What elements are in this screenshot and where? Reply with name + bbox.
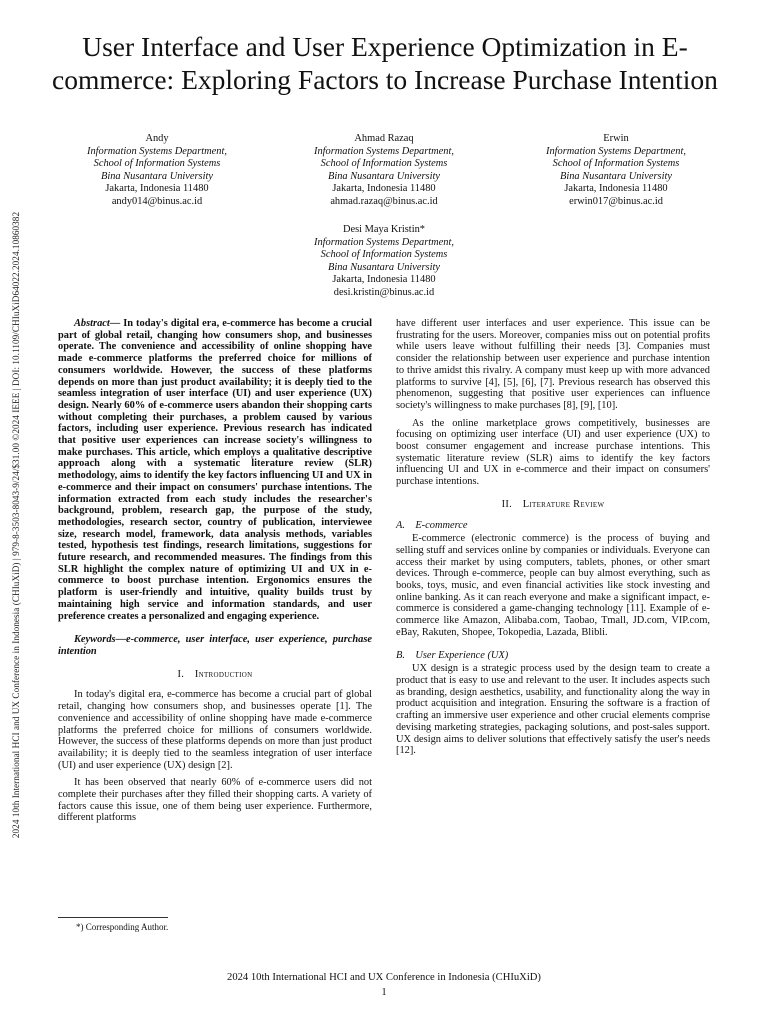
ecommerce-paragraph: E-commerce (electronic commerce) is the process of buying and selling stuff and services online by companies or individuals. Everyone can access their market by using computers, tablets, phones, or other smart devices. Through e-commerce, people can buy almost everything, such as books, toys, music, and even financial activities like stock investing and online banking. As it can reach everyone and make a significant impact, e-commerce is considered a game-changing technology [11]. Example of e-commerce like Amazon, Alibaba.com, Taobao, Tmall, JD.com, VIP.com, eBay, Rakuten, Shopee, Tokopedia, Lazada, Blibli.: [396, 533, 710, 638]
author-city: Jakarta, Indonesia 11480: [332, 274, 436, 286]
paper-title: User Interface and User Experience Optimization in E-commerce: Exploring Factors to Increase Purchase Intention: [52, 31, 718, 95]
author-university: Bina Nusantara University: [328, 261, 440, 273]
author-card: [269, 224, 499, 300]
subsection-heading-user-experience: B. User Experience (UX): [396, 649, 509, 661]
doi-text: 2024 10th International HCI and UX Conference in Indonesia (CHIuXiD) | 979-8-3503-8043-9/24/$31.00 ©2024 IEEE | DOI: 10.1109/CHIuXiD64022.2024.10860382: [11, 211, 22, 839]
author-university: Bina Nusantara University: [560, 170, 672, 182]
section-heading-literature-review: II. Literature Review: [501, 498, 605, 510]
footnote-divider: [58, 917, 168, 918]
left-column: [58, 318, 372, 824]
section-heading-introduction: I. Introduction: [177, 668, 253, 680]
author-card: [42, 133, 272, 209]
author-school: School of Information Systems: [552, 158, 680, 170]
intro-paragraph: In today's digital era, e-commerce has become a crucial part of global retail, changing how consumers shop, and businesses operate [1]. The convenience and accessibility of online shopping have made e-commerce platforms the preferred choice for millions of consumers worldwide. However, the success of these platforms depends on more than just product availability; it is deeply tied to the seamless integration of user interface (UI) and user experience (UX) design [2].: [58, 689, 372, 771]
abstract-dash: —: [109, 318, 124, 329]
page-footer: [0, 970, 768, 1000]
intro-continued-paragraph: have different user interfaces and user experience. This issue can be frustrating for the users. Moreover, companies miss out on potential profits while users leave without fulfilling their needs [3]. Companies must consider the relationship between user experience and purchase intention to thrive amidst this rivalry. A company must keep up with more advanced platforms to survive [4], [5], [6], [7]. Previous research has observed this phenomenon, suggesting that positive user experiences can influence society's willingness to make purchases [8], [9], [10].: [396, 318, 710, 411]
author-card: [269, 133, 499, 209]
intro-paragraph: It has been observed that nearly 60% of e-commerce users did not complete their purchases after they filled their shopping carts. A variety of factors cause this issue, one of them being user experience. Furthermore, different platforms: [58, 777, 372, 824]
author-department: Information Systems Department,: [314, 236, 454, 248]
doi-side-note: [8, 185, 24, 865]
author-email: desi.kristin@binus.ac.id: [333, 286, 435, 298]
keywords: Keywords—e-commerce, user interface, user experience, purchase intention: [58, 634, 372, 657]
author-university: Bina Nusantara University: [328, 170, 440, 182]
ux-paragraph: UX design is a strategic process used by the design team to create a product that is easy to use and relevant to the user. It includes aspects such as branding, design aesthetics, usability, and functionality along the way in product acquisition and integration. Ensuring the software is a fraction of crafting an immersive user experience and other crucial elements comprise devising marketing strategies, packaging solutions, and post-sales support. UX design aims to deliver solutions that effectively satisfy the user's needs [12].: [396, 663, 710, 757]
author-name: Erwin: [603, 133, 629, 144]
abstract-lead: Abstract: [74, 318, 110, 329]
abstract-text: In today's digital era, e-commerce has become a crucial part of global retail, changing how consumers shop, and businesses operate. The convenience and accessibility of online shopping have made e-commerce platforms the preferred choice for millions of consumers worldwide. However, the success of these platforms depends on more than just product availability; it is deeply tied to the seamless integration of user interface (UI) and user experience (UX) design. Nearly 60% of e-commerce users abandon their shopping carts without completing their purchases, a problem caused by various factors, including user experience. Previous research has indicated that positive user experiences can increase society's willingness to make purchases. This article, which employs a qualitative descriptive approach along with a systematic literature review (SLR) methodology, aims to identify the key factors influencing UI and UX in e-commerce and their impact on consumers' purchase intentions. The information extracted from each study includes the researcher's background, problem, research gap, the purpose of the study, methodologies, research sector, country of publication, interviewee size, research model, framework, data analysis methods, variables tested, hypothesis test findings, research limitations, suggestions for future research, and recommended measures. The findings from this SLR highlight the complex nature of optimizing UI and UX in e-commerce to boost purchase intention. Ergonomics ensures the platform is user-friendly and intuitive, quality builds trust by maintaining high service and information standards, and user preference creates a personalized and engaging experience.: [58, 318, 372, 622]
author-name: Desi Maya Kristin*: [343, 224, 425, 235]
subsection-heading-ecommerce: A. E-commerce: [396, 519, 468, 531]
page-number: 1: [381, 987, 387, 998]
footer-conference: 2024 10th International HCI and UX Conference in Indonesia (CHIuXiD): [227, 972, 541, 983]
author-email: ahmad.razaq@binus.ac.id: [330, 195, 438, 207]
author-university: Bina Nusantara University: [101, 170, 213, 182]
intro-paragraph: As the online marketplace grows competitively, businesses are focusing on optimizing user interface (UI) and user experience (UX) to boost consumer engagement and increase purchase intentions. This systematic literature review (SLR) aims to identify the key factors influencing UI and UX in e-commerce and their impact on consumers' purchase intentions.: [396, 417, 710, 488]
author-school: School of Information Systems: [93, 158, 221, 170]
author-card: [501, 133, 731, 209]
author-city: Jakarta, Indonesia 11480: [332, 183, 436, 195]
author-email: andy014@binus.ac.id: [111, 195, 203, 207]
author-name: Ahmad Razaq: [354, 133, 414, 144]
author-school: School of Information Systems: [320, 158, 448, 170]
author-name: Andy: [145, 133, 169, 144]
abstract: [58, 318, 372, 622]
author-city: Jakarta, Indonesia 11480: [105, 183, 209, 195]
author-department: Information Systems Department,: [314, 145, 454, 157]
right-column: [396, 318, 710, 757]
author-school: School of Information Systems: [320, 249, 448, 261]
author-city: Jakarta, Indonesia 11480: [564, 183, 668, 195]
author-department: Information Systems Department,: [87, 145, 227, 157]
author-department: Information Systems Department,: [546, 145, 686, 157]
footnote: *) Corresponding Author.: [76, 922, 169, 932]
author-email: erwin017@binus.ac.id: [569, 195, 663, 207]
